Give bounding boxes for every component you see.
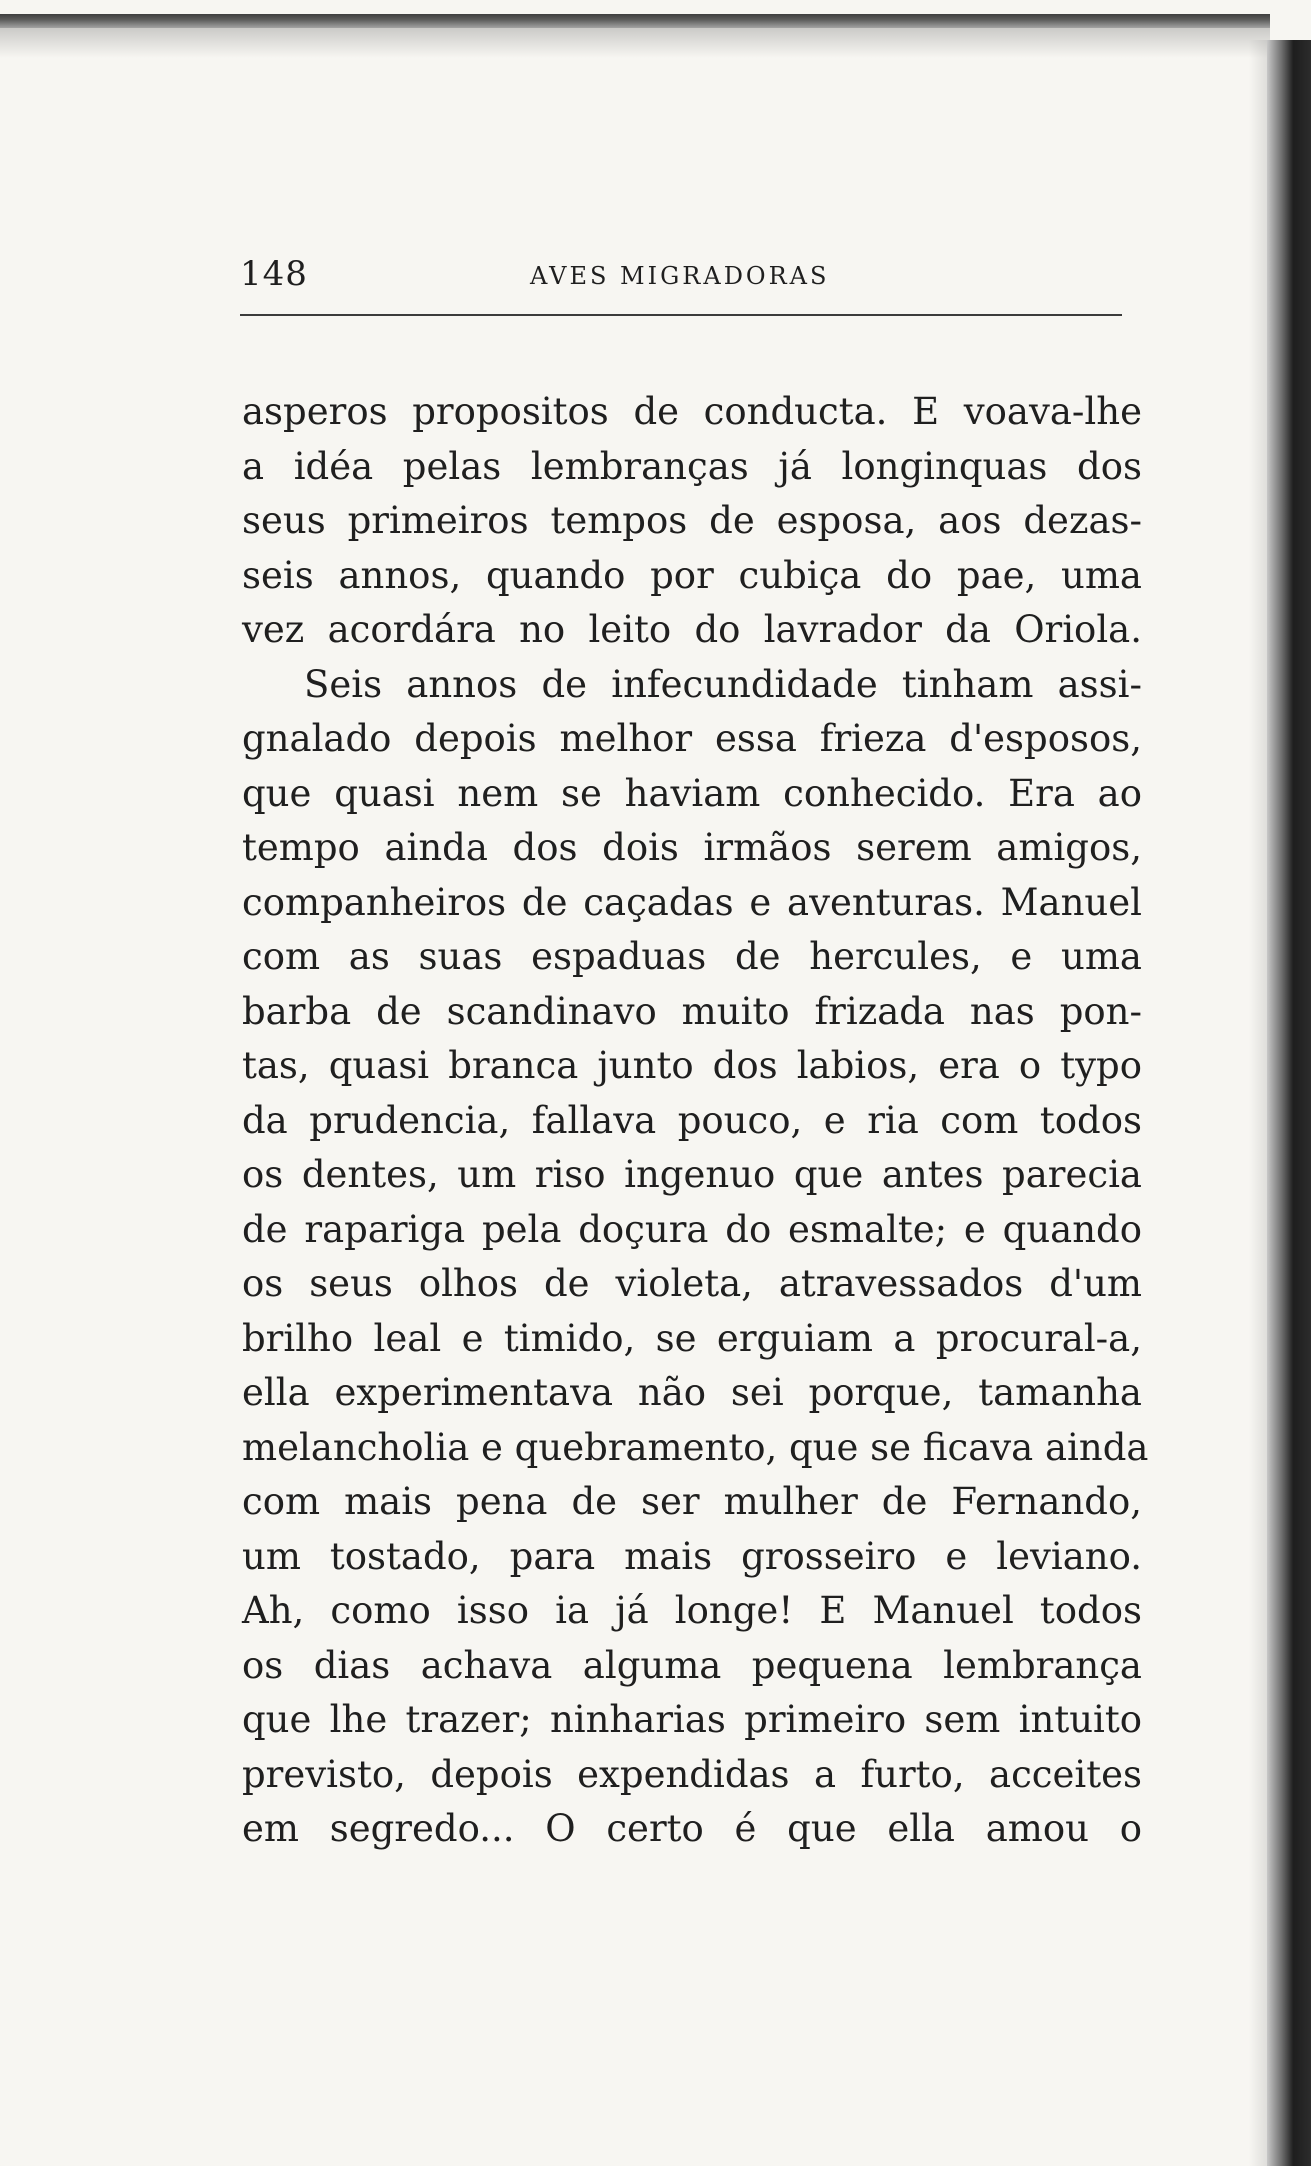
- text-line: os dentes, um riso ingenuo que antes parecia: [242, 1153, 1142, 1196]
- text-line: de rapariga pela doçura do esmalte; e quando: [242, 1207, 1142, 1251]
- scan-top-edge: [0, 14, 1270, 28]
- text-line: barba de scandinavo muito frizada nas pon-: [242, 989, 1142, 1033]
- text-line: Ah, como isso ia já longe! E Manuel todos: [242, 1589, 1142, 1632]
- text-line: os dias achava alguma pequena lembrança: [242, 1643, 1142, 1687]
- text-line: os seus olhos de violeta, atravessados d'um: [242, 1262, 1142, 1305]
- text-line: gnalado depois melhor essa frieza d'esposos,: [242, 717, 1142, 760]
- page-number: 148: [240, 254, 308, 294]
- text-line: asperos propositos de conducta. E voava-lhe: [242, 390, 1142, 433]
- header-rule: [240, 314, 1122, 316]
- text-line: um tostado, para mais grosseiro e leviano.: [242, 1534, 1142, 1578]
- text-line: da prudencia, fallava pouco, e ria com todos: [242, 1098, 1142, 1142]
- text-line: com mais pena de ser mulher de Fernando,: [242, 1480, 1142, 1523]
- running-header: [240, 254, 1120, 304]
- body-text: [242, 385, 1149, 1857]
- text-line: que lhe trazer; ninharias primeiro sem intuito: [242, 1698, 1142, 1741]
- text-line: brilho leal e timido, se erguiam a procural-a,: [242, 1316, 1142, 1360]
- scan-binding-shadow: [1249, 40, 1267, 2166]
- text-line: Seis annos de infecundidade tinham assi-: [304, 662, 1142, 706]
- text-line: vez acordára no leito do lavrador da Oriola.: [242, 608, 1142, 651]
- scan-top-shadow: [0, 28, 1270, 58]
- scan-right-edge: [1267, 40, 1311, 2166]
- text-line: seis annos, quando por cubiça do pae, uma: [242, 553, 1142, 597]
- text-line: a idéa pelas lembranças já longinquas dos: [242, 444, 1142, 488]
- text-line: previsto, depois expendidas a furto, acceites: [242, 1752, 1142, 1796]
- text-line: melancholia e quebramento, que se ficava ainda: [242, 1425, 1149, 1469]
- text-line: que quasi nem se haviam conhecido. Era ao: [242, 771, 1142, 815]
- text-line: tas, quasi branca junto dos labios, era o typo: [242, 1044, 1142, 1087]
- text-line: em segredo... O certo é que ella amou o: [242, 1807, 1142, 1850]
- running-title: AVES MIGRADORAS: [530, 262, 830, 290]
- text-line: seus primeiros tempos de esposa, aos dezas-: [242, 499, 1142, 542]
- text-line: companheiros de caçadas e aventuras. Manuel: [242, 880, 1142, 924]
- text-line: tempo ainda dos dois irmãos serem amigos,: [242, 826, 1142, 869]
- text-line: com as suas espaduas de hercules, e uma: [242, 935, 1142, 978]
- text-line: ella experimentava não sei porque, tamanha: [242, 1371, 1142, 1414]
